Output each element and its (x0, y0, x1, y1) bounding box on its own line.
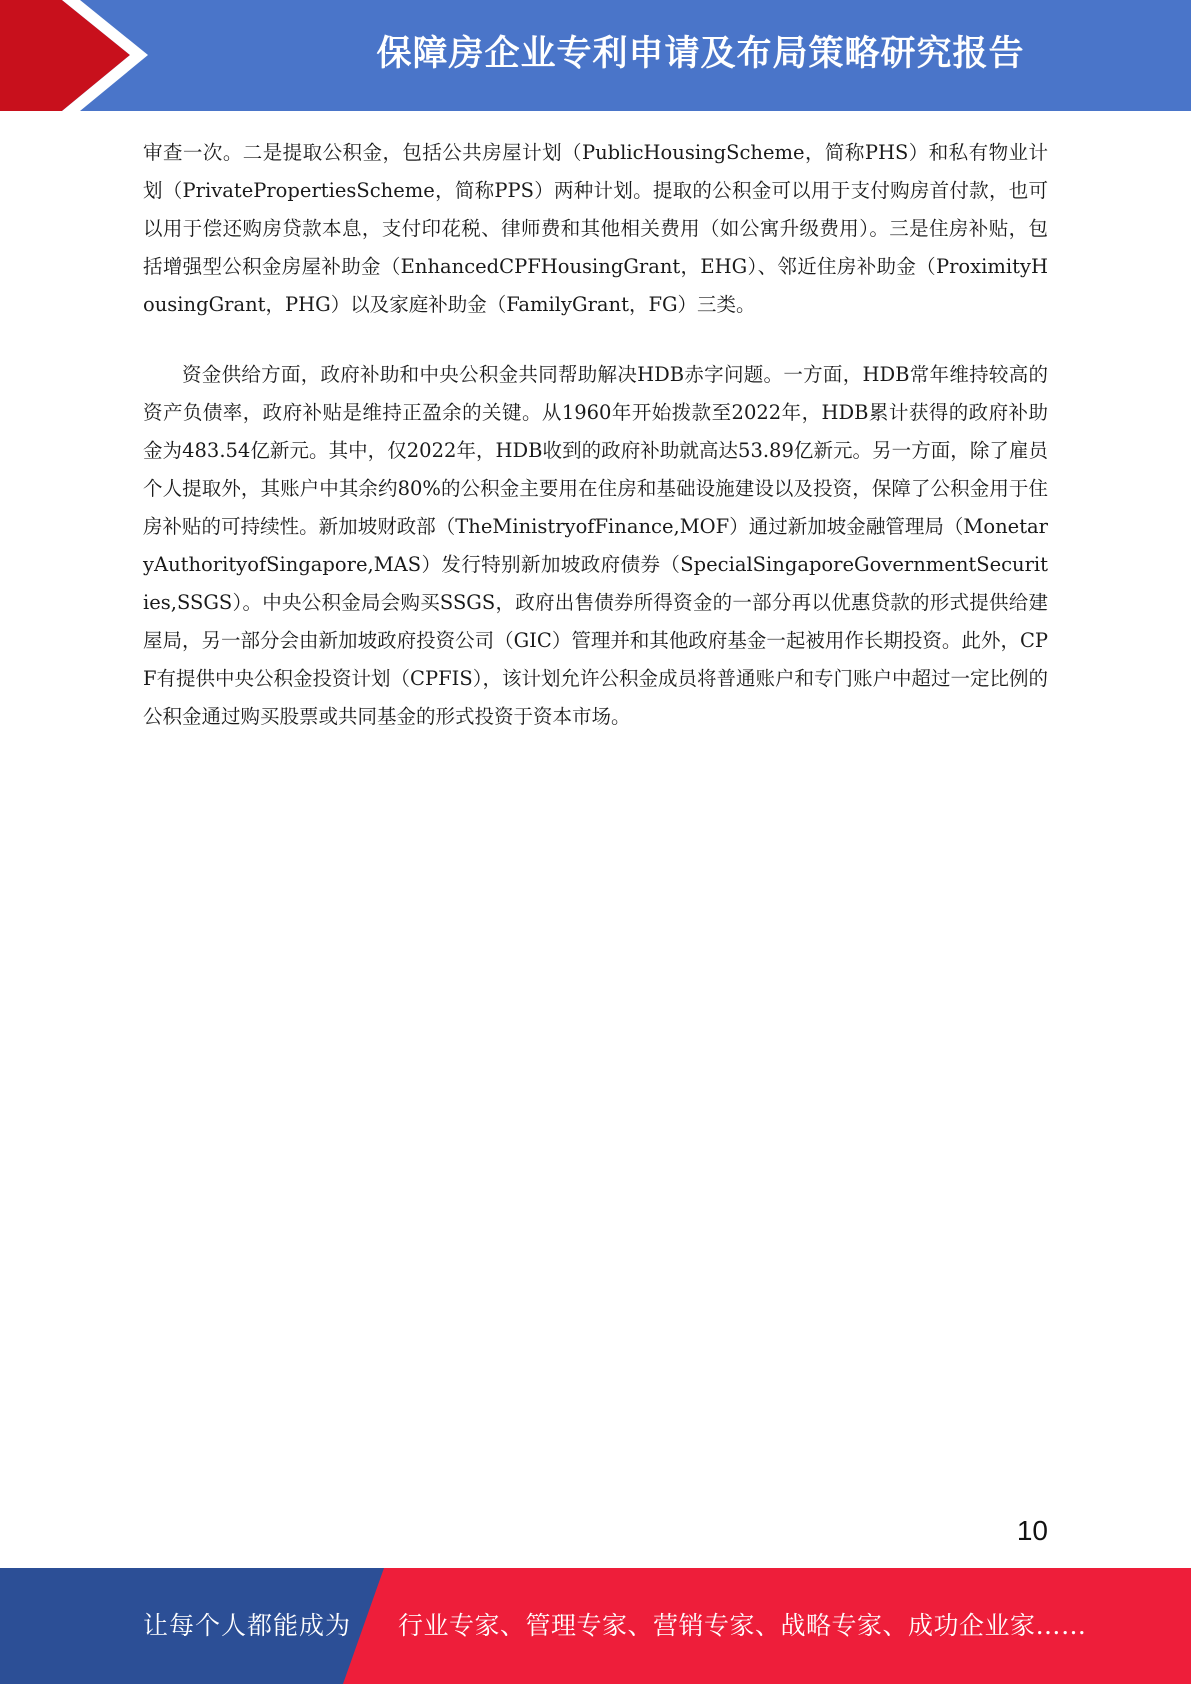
document-body (143, 134, 1048, 736)
header-red-arrow (0, 0, 130, 111)
header-title: 保障房企业专利申请及布局策略研究报告 (376, 34, 1025, 74)
footer-slogan-left: 让每个人都能成为 (143, 1611, 352, 1640)
page-number: 10 (1016, 1515, 1048, 1546)
paragraph-2: 资金供给方面，政府补助和中央公积金共同帮助解决HDB赤字问题。一方面，HDB常年维持较高的资产负债率，政府补贴是维持正盈余的关键。从1960年开始拨款至2022年，HDB累计获得的政府补助金为483.54亿新元。其中，仅2022年，HDB收到的政府补助就高达53.89亿新元。另一方面，除了雇员个人提取外，其账户中其余约80%的公积金主要用在住房和基础设施建设以及投资，保障了公积金用于住房补贴的可持续性。新加坡财政部（TheMinistryofFinance,MOF）通过新加坡金融管理局（MonetaryAuthorityofSingapore,MAS）发行特别新加坡政府债券（SpecialSingaporeGovernmentSecurities,SSGS）。中央公积金局会购买SSGS，政府出售债券所得资金的一部分再以优惠贷款的形式提供给建屋局，另一部分会由新加坡政府投资公司（GIC）管理并和其他政府基金一起被用作长期投资。此外，CPF有提供中央公积金投资计划（CPFIS），该计划允许公积金成员将普通账户和专门账户中超过一定比例的公积金通过购买股票或共同基金的形式投资于资本市场。 (143, 363, 1048, 728)
footer-banner (0, 1568, 1191, 1684)
header-banner (0, 0, 1191, 111)
header-red-arrow-decoration (0, 0, 160, 111)
footer-slogan-right: 行业专家、管理专家、营销专家、战略专家、成功企业家…… (398, 1611, 1087, 1640)
paragraph-1: 审查一次。二是提取公积金，包括公共房屋计划（PublicHousingScheme，简称PHS）和私有物业计划（PrivatePropertiesScheme，简称PPS）两种计划。提取的公积金可以用于支付购房首付款，也可以用于偿还购房贷款本息，支付印花税、律师费和其他相关费用（如公寓升级费用）。三是住房补贴，包括增强型公积金房屋补助金（EnhancedCPFHousingGrant，EHG）、邻近住房补助金（ProximityHousingGrant，PHG）以及家庭补助金（FamilyGrant，FG）三类。 (143, 141, 1048, 316)
